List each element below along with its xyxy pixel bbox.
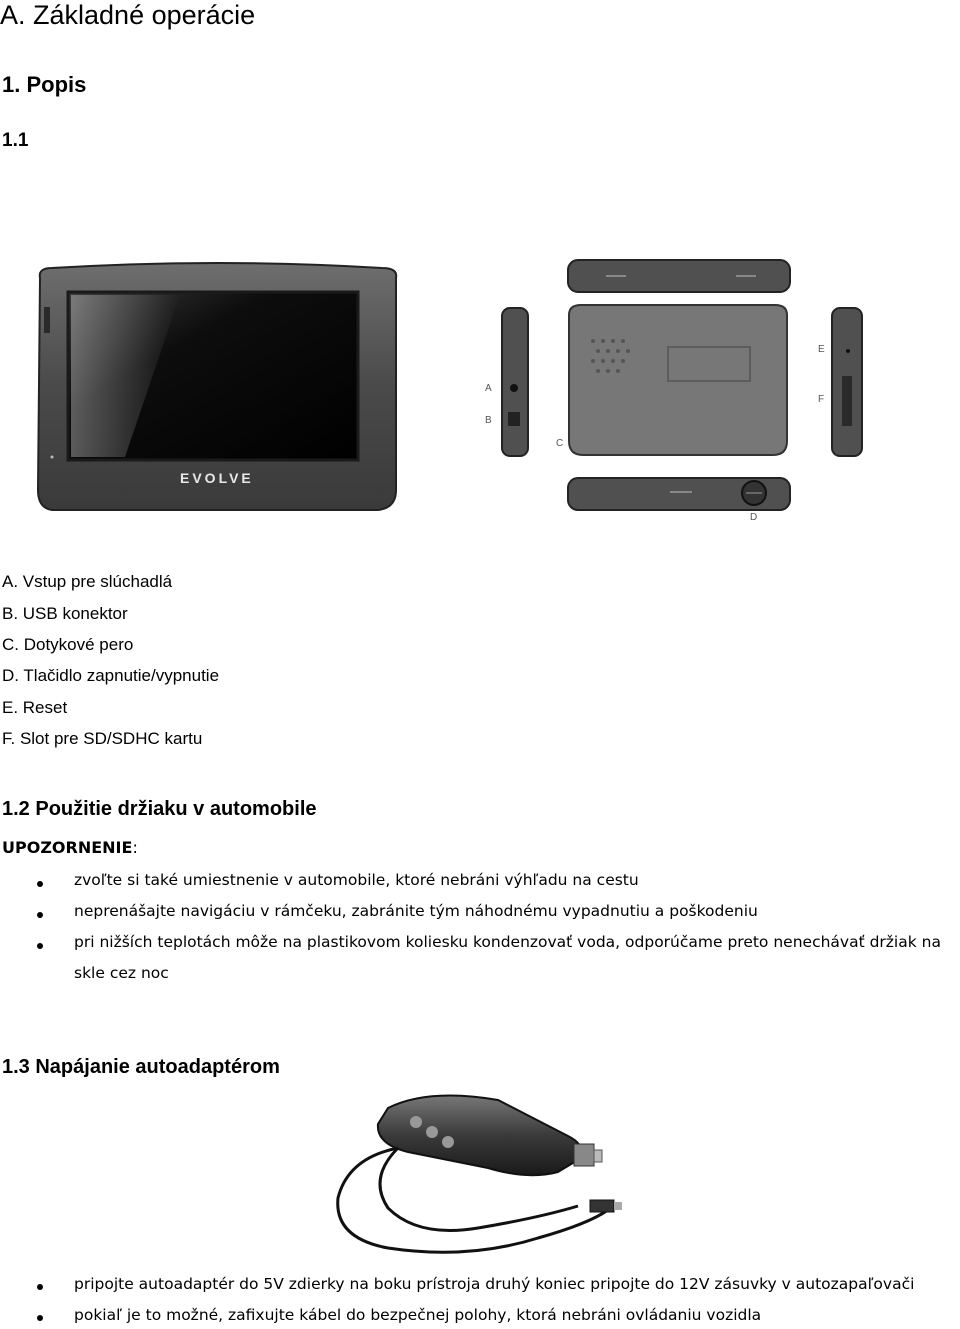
section-heading-popis: 1. Popis [2,72,87,97]
warning-label: UPOZORNENIE [2,838,133,857]
section-heading-car-adapter: 1.3 Napájanie autoadaptérom [2,1056,280,1078]
legend-item-c: C. Dotykové pero [2,635,134,654]
device-top-edge-illustration [566,258,792,294]
device-right-edge-illustration [830,306,864,458]
bullet-icon [37,1284,43,1290]
device-back-illustration [563,301,793,459]
callout-f: F [818,394,825,405]
device-brand-logo: EVOLVE [180,470,254,486]
device-left-edge-illustration [500,306,530,458]
warning-colon: : [132,838,138,857]
legend-item-f: F. Slot pre SD/SDHC kartu [2,729,203,748]
power-bullet-2: pokiaľ je to možné, zafixujte kábel do bezpečnej polohy, ktorá nebráni ovládaniu vozidla [74,1306,762,1324]
bullet-icon [37,881,43,887]
callout-d: D [750,512,758,523]
legend-item-d: D. Tlačidlo zapnutie/vypnutie [2,666,220,685]
warning-line [2,838,138,857]
warning-bullet-3-continued: skle cez noc [74,964,169,982]
subsection-heading-1-1: 1.1 [2,130,29,151]
callout-e: E [818,344,825,355]
power-bullet-1: pripojte autoadaptér do 5V zdierky na boku prístroja druhý koniec pripojte do 12V zásuvky v autozapaľovači [74,1275,915,1293]
warning-bullet-1: zvoľte si také umiestnenie v automobile, ktoré nebráni výhľadu na cestu [74,871,639,889]
bullet-icon [37,1315,43,1321]
bullet-icon [37,943,43,949]
callout-a: A [485,383,492,394]
legend-item-a: A. Vstup pre slúchadlá [2,572,173,591]
legend-item-b: B. USB konektor [2,604,128,623]
device-bottom-edge-illustration [566,476,792,512]
section-heading-holder: 1.2 Použitie držiaku v automobile [2,798,317,820]
warning-bullet-3: pri nižších teplotách môže na plastikovom koliesku kondenzovať voda, odporúčame preto nenechávať držiak na [74,933,941,951]
callout-c: C [556,438,564,449]
callout-b: B [485,415,492,426]
page-title: A. Základné operácie [0,0,256,30]
car-adapter-illustration [328,1088,638,1266]
warning-bullet-2: neprenášajte navigáciu v rámčeku, zabránite tým náhodnému vypadnutiu a poškodeniu [74,902,758,920]
legend-item-e: E. Reset [2,698,68,717]
bullet-icon [37,912,43,918]
